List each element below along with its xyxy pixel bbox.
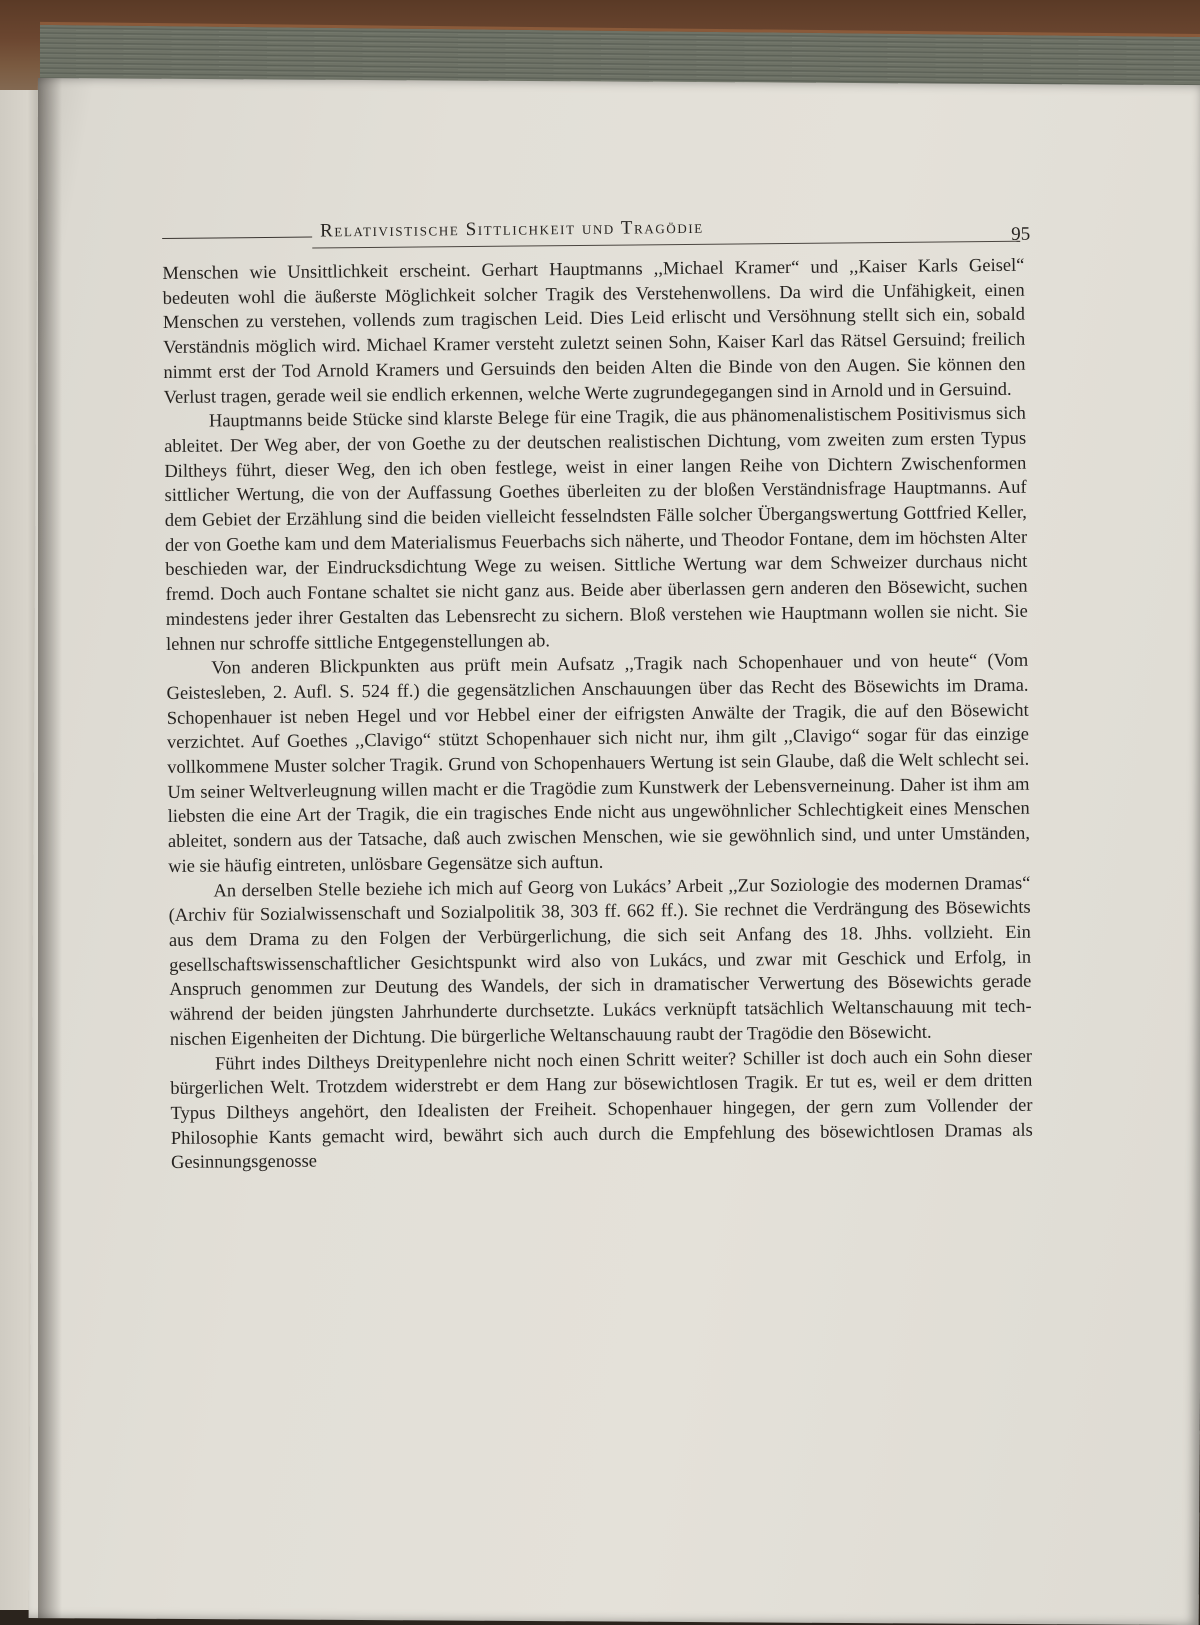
paragraph: An derselben Stelle beziehe ich mich auf Georg von Lukács’ Arbeit ,,Zur Soziologie des modernen Dramas“ (Archiv für Sozialwissenschaft und Sozialpolitik 38, 303 ff. 662 ff.). Sie rechnet die Verdrängung des Bösewichts aus dem Drama zu den Folgen der Verbürgerlichung, die sich seit Anfang des 18. Jhhs. vollzieht. Ein gesellschaftswissenschaftlicher Gesichtspunkt wird also von Lukács, und zwar mit Geschick und Erfolg, in Anspruch genommen zur Deutung des Wandels, der sich in dramatischer Verwertung des Bösewichts gerade während der beiden jüngsten Jahrhunderte durchsetzte. Lukács verknüpft tatsächlich Weltanschauung mit technischen Eigenheiten der Dichtung. Die bürgerliche Weltanschauung raubt der Tragödie den Bösewicht.	[168, 873, 1032, 1050]
gutter-shadow	[38, 78, 62, 1618]
head-underline	[312, 241, 1020, 249]
page-number: 95	[1011, 223, 1031, 245]
running-head	[162, 214, 1031, 256]
paragraph: Von anderen Blickpunkten aus prüft mein Aufsatz ,,Tragik nach Schopenhauer und von heute“ (Vom Geistesleben, 2. Aufl. S. 524 ff.) die gegensätzlichen Anschauungen über das Recht des Bösewichts im Drama. Schopenhauer ist neben Hegel und vor Hebbel einer der eifrigsten Anwälte der Tragik, die auf den Bösewicht verzichtet. Auf Goethes ,,Clavigo“ stützt Schopenhauer sich nicht nur, ihm gilt ,,Clavigo“ sogar für das einzige vollkommene Muster solcher Tragik. Grund von Schopenhauers Wertung ist sein Glaube, daß die Welt schlecht sei. Um seiner Weltverleugnung willen macht er die Tragödie zum Kunstwerk der Lebensverneinung. Daher ist ihm am liebsten die eine Art der Tragik, die ein tragisches Ende nicht aus ungewöhnlicher Schlechtigkeit eines Menschen ableitet, sondern aus der Tatsache, daß auch zwischen Menschen, wie sie gewöhnlich sind, und unter Umständen, wie sie häufig eintreten, unlösbare Gegensätze sich auftun.	[166, 650, 1031, 877]
paragraph: Menschen wie Unsittlichkeit erscheint. Gerhart Hauptmanns ,,Michael Kramer“ und ,,Kaiser Karls Geisel“ bedeuten wohl die äußerste Möglichkeit solcher Tragik des Verstehenwollens. Da wird die Unfähigkeit, einen Menschen zu verstehen, vollends zum tragischen Leid. Dies Leid erlischt und Versöhnung stellt sich ein, sobald Verständnis möglich wird. Michael Kramer versteht zuletzt seinen Sohn, Kaiser Karl das Rätsel Gersuind; freilich nimmt erst der Tod Arnold Kramers und Gersuinds den beiden Alten die Binde von den Augen. Sie können den Verlust tragen, gerade weil sie endlich erkennen, welche Werte zugrundegegangen sind in Arnold und in Gersuind.	[162, 255, 1026, 408]
head-rule	[162, 237, 312, 239]
page-text-block	[162, 214, 1033, 1176]
paragraph: Führt indes Diltheys Dreitypenlehre nicht noch einen Schritt weiter? Schiller ist doch auch ein Sohn dieser bürgerlichen Welt. Trotzdem widerstrebt er dem Hang zur bösewichtlosen Tragik. Er tut es, weil er dem dritten Typus Diltheys angehört, den Idealisten der Freiheit. Schopenhauer hingegen, der gern zum Vollender der Philosophie Kants gemacht wird, bewährt sich auch durch die Empfehlung des bösewichtlosen Dramas als Gesinnungsgenosse	[170, 1046, 1033, 1174]
running-head-title: Relativistische Sittlichkeit und Tragödie	[319, 216, 704, 242]
body-text	[162, 254, 1033, 1176]
paragraph: Hauptmanns beide Stücke sind klarste Belege für eine Tragik, die aus phänomenalistischem Positivismus sich ableitet. Der Weg aber, der von Goethe zu der deutschen realistischen Dichtung, vom zweiten zum ersten Typus Diltheys führt, dieser Weg, den ich oben festlege, weist in einer langen Reihe von Dichtern Zwischenformen sittlicher Wertung, die von der Auffassung Goethes überleiten zu der bloßen Verständnisfrage Hauptmanns. Auf dem Gebiet der Erzählung sind die beiden vielleicht fesselndsten Fälle solcher Übergangswertung Gottfried Keller, der von Goethe kam und dem Materialismus Feuerbachs sich näherte, und Theodor Fontane, dem im höchsten Alter beschieden war, der Eindrucksdichtung Wege zu weisen. Sittliche Wertung war dem Schweizer durchaus nicht fremd. Doch auch Fontane schaltet sie nicht ganz aus. Beide aber überlassen gern anderen den Bösewicht, suchen mindestens jeder ihrer Gestalten das Lebensrecht zu sichern. Bloß verstehen wie Hauptmann wollen sie nicht. Sie lehnen nur schroffe sittliche Entgegenstellungen ab.	[164, 403, 1028, 655]
